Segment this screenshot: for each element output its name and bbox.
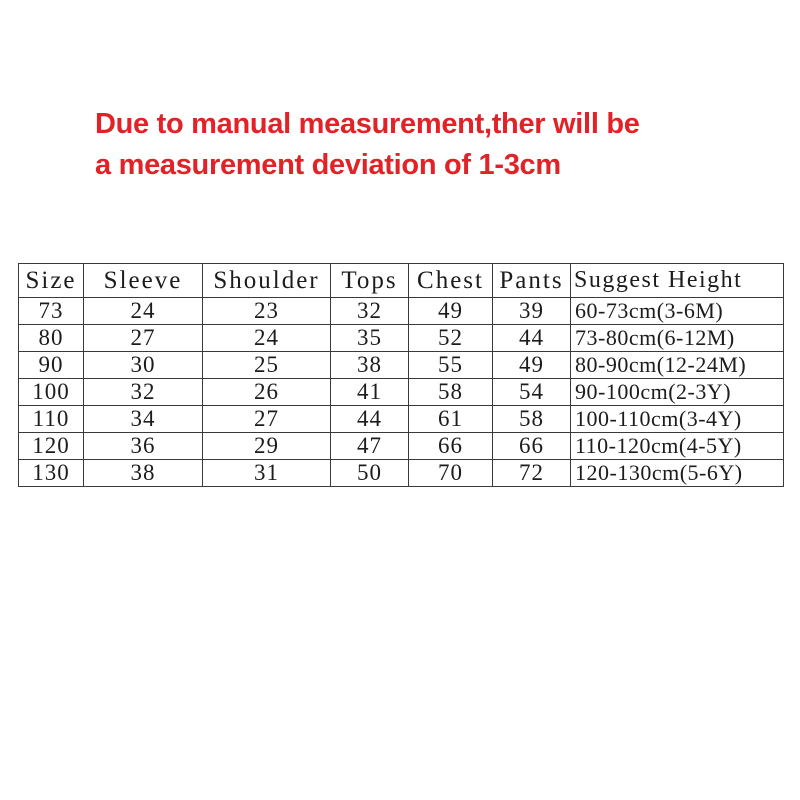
table-cell: 49: [409, 298, 493, 325]
table-row: [19, 433, 784, 460]
table-cell: 38: [331, 352, 409, 379]
table-row: [19, 406, 784, 433]
column-header-size: Size: [19, 264, 84, 298]
table-row: [19, 352, 784, 379]
table-cell: 61: [409, 406, 493, 433]
table-cell: 90-100cm(2-3Y): [571, 379, 784, 406]
column-header-tops: [331, 264, 409, 298]
table-cell: 73: [19, 298, 84, 325]
table-cell: 31: [203, 460, 331, 487]
table-cell: 54: [493, 379, 571, 406]
table-cell: 34: [84, 406, 203, 433]
table-cell: 23: [203, 298, 331, 325]
column-header-shoulder: Shoulder: [203, 264, 331, 298]
column-header-chest: Chest: [409, 264, 493, 298]
table-cell: 50: [331, 460, 409, 487]
table-cell: 47: [331, 433, 409, 460]
measurement-warning-line1: Due to manual measurement,ther will be: [95, 108, 640, 140]
table-row: [19, 325, 784, 352]
table-cell: 41: [331, 379, 409, 406]
table-cell: 30: [84, 352, 203, 379]
column-header-pants: Pants: [493, 264, 571, 298]
table-cell: 38: [84, 460, 203, 487]
table-cell: 110-120cm(4-5Y): [571, 433, 784, 460]
table-cell: 32: [331, 298, 409, 325]
table-cell: 100-110cm(3-4Y): [571, 406, 784, 433]
table-cell: 60-73cm(3-6M): [571, 298, 784, 325]
table-row: [19, 460, 784, 487]
table-cell: 32: [84, 379, 203, 406]
table-cell: 100: [19, 379, 84, 406]
table-cell: 44: [331, 406, 409, 433]
table-cell: 49: [493, 352, 571, 379]
table-row: [19, 379, 784, 406]
table-cell: 52: [409, 325, 493, 352]
table-cell: 26: [203, 379, 331, 406]
table-cell: 27: [203, 406, 331, 433]
column-header-suggest-height: Suggest Height: [571, 264, 784, 298]
table-cell: 66: [493, 433, 571, 460]
table-cell: 44: [493, 325, 571, 352]
table-cell: 27: [84, 325, 203, 352]
column-header-sleeve: Sleeve: [84, 264, 203, 298]
table-cell: 120: [19, 433, 84, 460]
table-cell: 35: [331, 325, 409, 352]
tops-column-header-label: Tops: [341, 266, 398, 294]
size-chart-table: [18, 263, 784, 487]
table-cell: 24: [84, 298, 203, 325]
table-cell: 24: [203, 325, 331, 352]
table-cell: 55: [409, 352, 493, 379]
table-cell: 39: [493, 298, 571, 325]
table-cell: 110: [19, 406, 84, 433]
table-cell: 36: [84, 433, 203, 460]
table-cell: 80-90cm(12-24M): [571, 352, 784, 379]
table-cell: 66: [409, 433, 493, 460]
table-cell: 25: [203, 352, 331, 379]
table-cell: 73-80cm(6-12M): [571, 325, 784, 352]
table-header-row: [19, 264, 784, 298]
table-cell: 72: [493, 460, 571, 487]
table-cell: 58: [493, 406, 571, 433]
table-row: [19, 298, 784, 325]
table-cell: 29: [203, 433, 331, 460]
table-cell: 58: [409, 379, 493, 406]
table-cell: 80: [19, 325, 84, 352]
measurement-warning-line2: a measurement deviation of 1-3cm: [95, 149, 561, 181]
table-cell: 130: [19, 460, 84, 487]
table-cell: 120-130cm(5-6Y): [571, 460, 784, 487]
table-cell: 70: [409, 460, 493, 487]
table-cell: 90: [19, 352, 84, 379]
measurement-warning: [95, 104, 640, 186]
